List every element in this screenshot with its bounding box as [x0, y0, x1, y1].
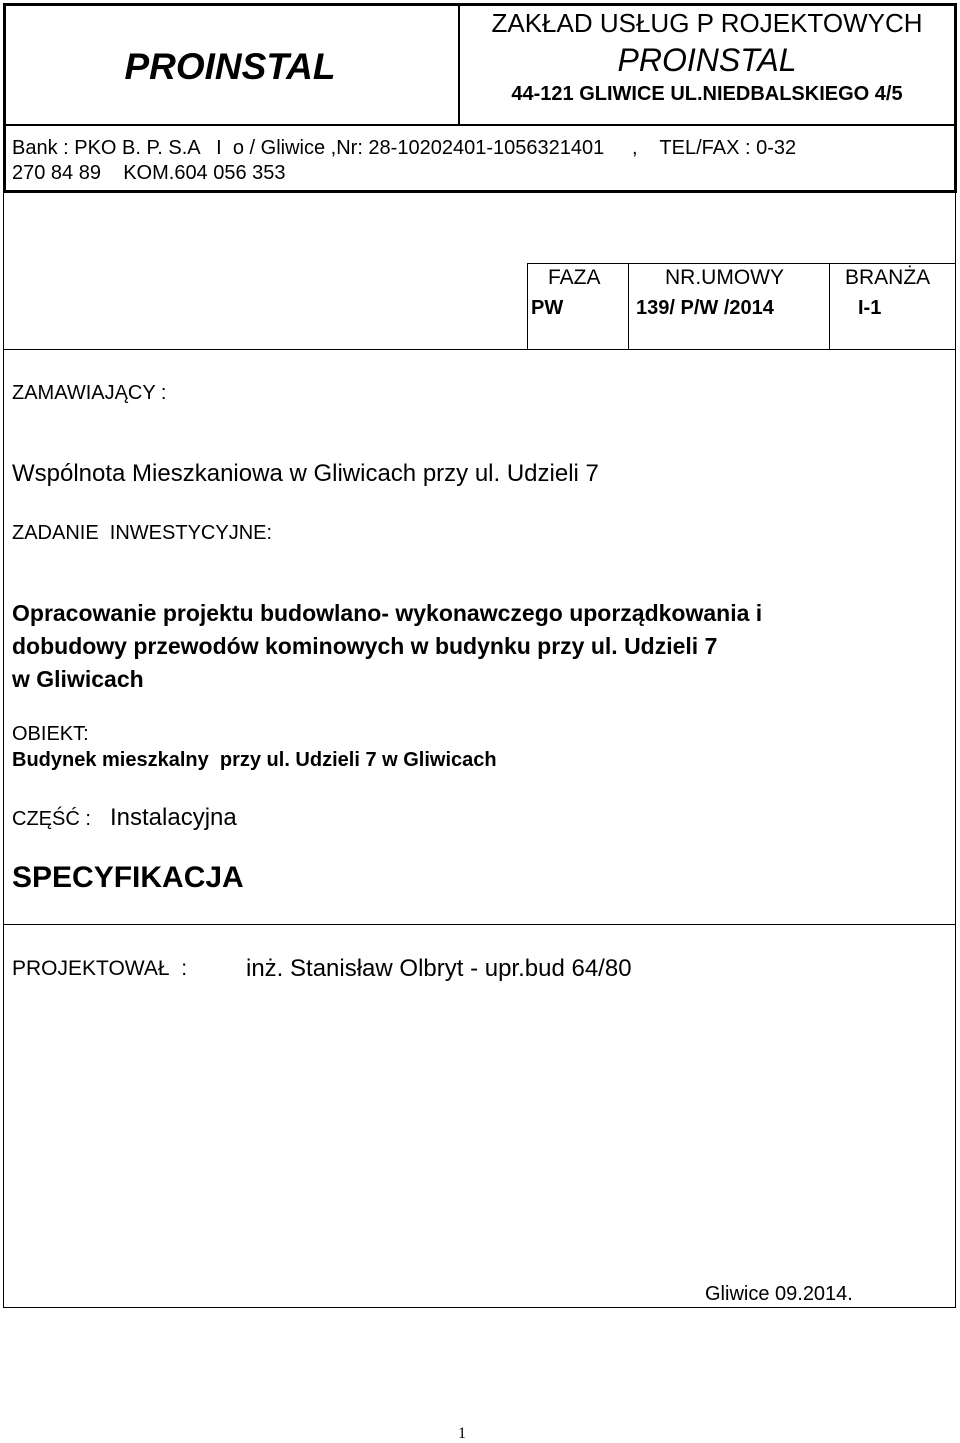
frame-left-border [3, 193, 4, 925]
part-value: Instalacyjna [110, 804, 237, 831]
company-logo-text: PROINSTAL [124, 46, 336, 87]
part-label: CZĘŚĆ : [12, 808, 91, 830]
header-horizontal-divider [3, 124, 957, 126]
project-table-header-branza: BRANŻA [845, 266, 931, 289]
place-date: Gliwice 09.2014. [705, 1283, 853, 1305]
project-table-top-border [527, 263, 955, 264]
project-table-divider-2 [628, 263, 629, 350]
project-table-value-nr-umowy: 139/ P/W /2014 [636, 297, 774, 319]
project-table-value-branza: I-1 [858, 297, 882, 319]
investment-label: ZADANIE INWESTYCYJNE: [12, 522, 273, 544]
bank-info-line: Bank : PKO B. P. S.A I o / Gliwice ,Nr: 28-10202401-1056321401 , TEL/FAX : 0-32 [12, 137, 797, 159]
project-table-divider-3 [829, 263, 830, 350]
designer-value: inż. Stanisław Olbryt - upr.bud 64/80 [246, 955, 632, 982]
investment-line-1: Opracowanie projektu budowlano- wykonawczego uporządkowania i [12, 600, 763, 626]
project-table-header-nr-umowy: NR.UMOWY [665, 266, 784, 289]
object-label: OBIEKT: [12, 723, 89, 745]
designer-label: PROJEKTOWAŁ : [12, 957, 188, 980]
firm-name: PROINSTAL [617, 42, 797, 78]
project-table-header-faza: FAZA [548, 266, 601, 289]
frame-bottom-border [3, 1307, 956, 1308]
project-table-divider-1 [527, 263, 528, 350]
frame-left-border-lower [3, 925, 4, 1308]
project-table-bottom-border [3, 349, 956, 350]
investment-line-3: w Gliwicach [12, 666, 144, 692]
frame-right-border [955, 193, 956, 1308]
investment-line-2: dobudowy przewodów kominowych w budynku przy ul. Udzieli 7 [12, 633, 718, 659]
client-label: ZAMAWIAJĄCY : [12, 382, 167, 404]
designer-section-top-border [3, 924, 956, 925]
phone-info-line: 270 84 89 KOM.604 056 353 [12, 162, 286, 184]
page-number: 1 [458, 1425, 466, 1442]
document-title: SPECYFIKACJA [12, 861, 244, 894]
firm-title: ZAKŁAD USŁUG P ROJEKTOWYCH [491, 8, 923, 38]
client-value: Wspólnota Mieszkaniowa w Gliwicach przy ul. Udzieli 7 [12, 460, 599, 487]
object-value: Budynek mieszkalny przy ul. Udzieli 7 w Gliwicach [12, 749, 497, 771]
firm-address: 44-121 GLIWICE UL.NIEDBALSKIEGO 4/5 [511, 83, 903, 105]
project-table-value-faza: PW [531, 297, 564, 319]
